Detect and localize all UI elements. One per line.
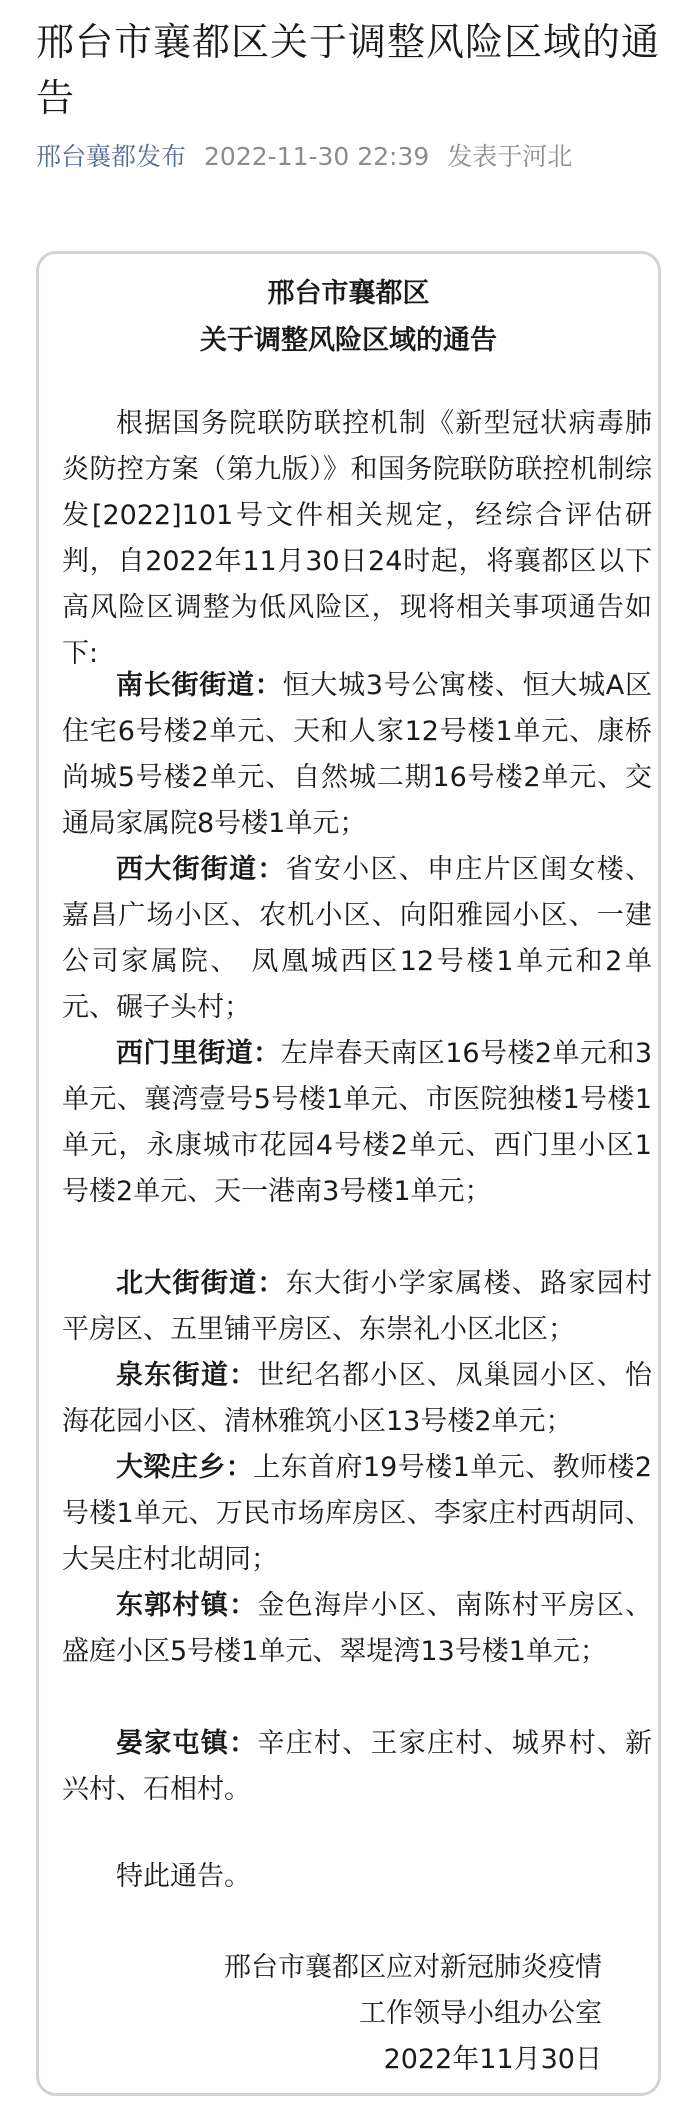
signature-office: 工作领导小组办公室	[359, 1998, 602, 2029]
area-paragraph	[62, 1721, 652, 1813]
area-list: 辛庄村、王家庄村、城界村、新兴村、石相村。	[62, 1728, 653, 1805]
area-paragraph	[62, 1353, 652, 1445]
area-list: 世纪名都小区、凤巢园小区、怡海花园小区、清林雅筑小区13号楼2单元；	[62, 1360, 653, 1437]
area-list: 上东首府19号楼1单元、教师楼2号楼1单元、万民市场库房区、李家庄村西胡同、大吴庄村北胡同；	[62, 1452, 653, 1575]
source-account-link[interactable]: 邢台襄都发布	[36, 142, 187, 171]
notice-closing: 特此通告。	[116, 1861, 251, 1892]
area-paragraph	[62, 1445, 652, 1583]
notice-box	[36, 251, 661, 2096]
area-list: 左岸春天南区16号楼2单元和3单元、襄湾壹号5号楼1单元、市医院独楼1号楼1单元，永康城市花园4号楼2单元、西门里小区1号楼2单元、天一港南3号楼1单元；	[62, 1038, 653, 1207]
street-name: 西大街街道：	[116, 854, 286, 885]
notice-heading-line2: 关于调整风险区域的通告	[200, 325, 497, 356]
street-name: 大梁庄乡：	[116, 1452, 254, 1483]
signature-organization: 邢台市襄都区应对新冠肺炎疫情	[224, 1952, 602, 1983]
area-paragraph	[62, 1583, 652, 1675]
area-paragraph	[62, 847, 652, 1031]
area-paragraph	[62, 1261, 652, 1353]
street-name: 晏家屯镇：	[116, 1728, 258, 1759]
area-list: 省安小区、申庄片区闺女楼、嘉昌广场小区、农机小区、向阳雅园小区、一建公司家属院、 凤凰城西区12号楼1单元和2单元、碾子头村；	[62, 854, 653, 1023]
article-meta	[36, 140, 572, 174]
notice-heading-line1: 邢台市襄都区	[267, 278, 430, 309]
area-list: 金色海岸小区、南陈村平房区、盛庭小区5号楼1单元、翠堤湾13号楼1单元；	[62, 1590, 653, 1667]
area-list: 恒大城3号公寓楼、恒大城A区住宅6号楼2单元、天和人家12号楼1单元、康桥尚城5号楼2单元、自然城二期16号楼2单元、交通局家属院8号楼1单元；	[62, 670, 652, 839]
street-name: 泉东街道：	[116, 1360, 258, 1391]
publish-date: 2022-11-30 22:39	[204, 142, 430, 171]
street-name: 东郭村镇：	[116, 1590, 258, 1621]
area-paragraph	[62, 663, 652, 847]
street-name: 西门里街道：	[116, 1038, 281, 1069]
notice-intro: 根据国务院联防联控机制《新型冠状病毒肺炎防控方案（第九版）》和国务院联防联控机制综发[2022]101号文件相关规定，经综合评估研判，自2022年11月30日24时起，将襄都区以下高风险区调整为低风险区，现将相关事项通告如下:	[62, 408, 652, 669]
area-list: 东大街小学家属楼、路家园村平房区、五里铺平房区、东崇礼小区北区；	[62, 1268, 653, 1345]
publish-location: 发表于河北	[447, 142, 573, 171]
article-title: 邢台市襄都区关于调整风险区域的通告	[36, 20, 661, 120]
signature-date: 2022年11月30日	[383, 2044, 602, 2075]
street-name: 南长街街道：	[116, 670, 283, 701]
street-name: 北大街街道：	[116, 1268, 286, 1299]
area-paragraph	[62, 1031, 652, 1215]
